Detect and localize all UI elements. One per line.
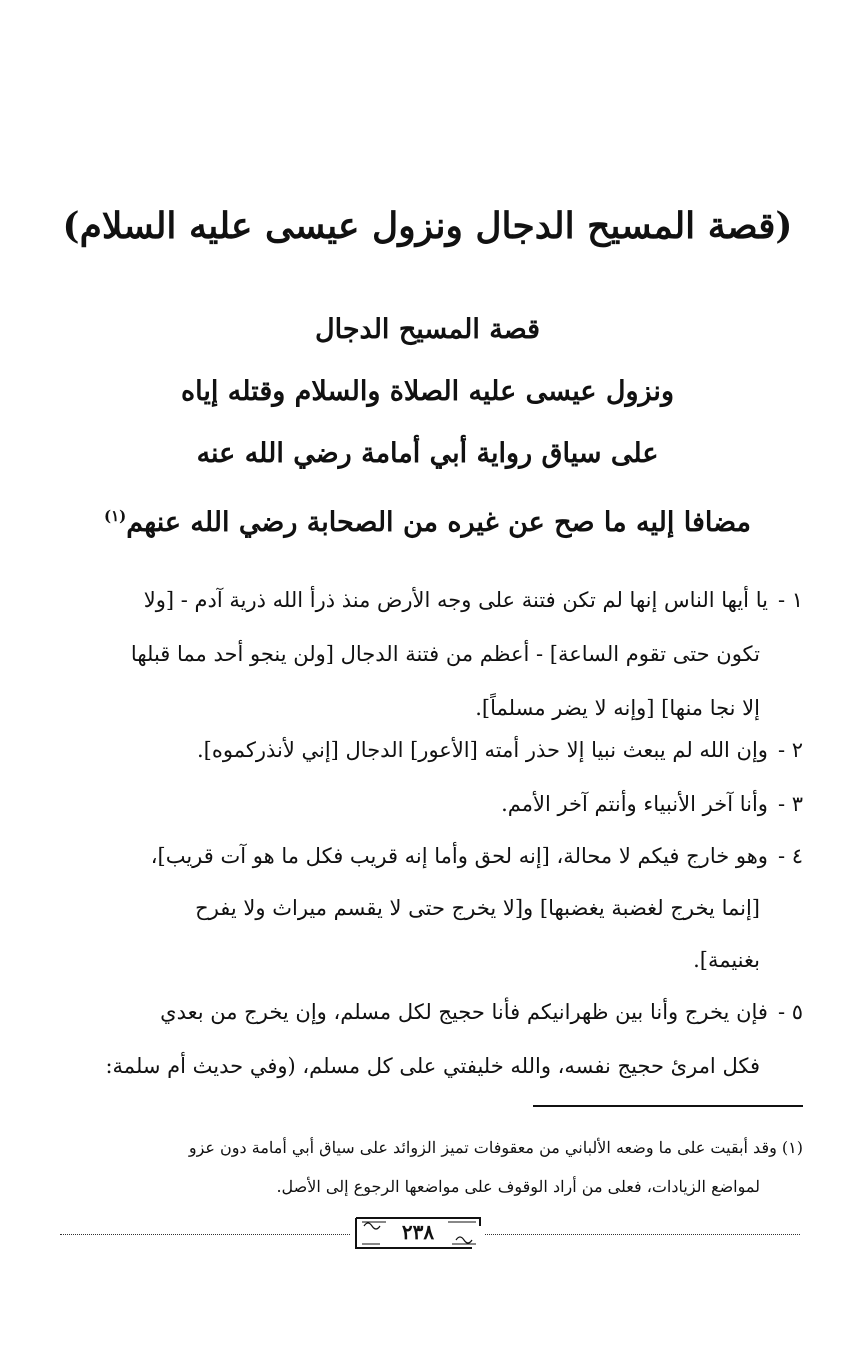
paragraph-1-text-1: يا أيها الناس إنها لم تكن فتنة على وجه الأرض منذ ذرأ الله ذرية آدم - [ولا [143,588,768,612]
paragraph-5-text-1: فإن يخرج وأنا بين ظهرانيكم فأنا حجيج لكل مسلم، وإن يخرج من بعدي [160,1000,768,1024]
paragraph-4-line-1 [51,836,803,876]
paragraph-2-text-1: وإن الله لم يبعث نبيا إلا حذر أمته [الأعور] الدجال [إني لأنذركموه]. [196,738,768,762]
subtitle-line-4-text: مضافا إليه ما صح عن غيره من الصحابة رضي الله عنهم [126,507,751,538]
paragraph-3-line-1 [51,784,803,824]
paragraph-2-line-1 [51,730,803,770]
subtitle-line-2: ونزول عيسى عليه الصلاة والسلام وقتله إياه [180,376,674,407]
paragraph-3-text-1: وأنا آخر الأنبياء وأنتم آخر الأمم. [501,792,768,816]
footnote-reference-mark: (١) [104,507,127,525]
paragraph-1-line-3: إلا نجا منها] [وإنه لا يضر مسلماً]. [475,696,760,720]
page-number: ٢٣٨ [401,1220,435,1244]
footer-dotted-rule-right [485,1234,800,1235]
chapter-title: (قصة المسيح الدجال ونزول عيسى عليه السلام) [62,205,793,247]
subtitle-line-3: على سياق رواية أبي أمامة رضي الله عنه [196,438,659,469]
paragraph-5-line-2: فكل امرئ حجيج نفسه، والله خليفتي على كل مسلم، (وفي حديث أم سلمة: [105,1054,760,1078]
paragraph-3-number: ٣ - [777,792,803,816]
subtitle-line-4 [60,494,795,545]
footnote-separator [533,1105,803,1107]
paragraph-1-line-2: تكون حتى تقوم الساعة] - أعظم من فتنة الدجال [ولن ينجو أحد مما قبلها [130,642,760,666]
page-number-ornament [352,1216,484,1250]
paragraph-5-number: ٥ - [777,1000,803,1024]
footer-dotted-rule-left [60,1234,350,1235]
paragraph-1-line-1 [51,580,803,620]
paragraph-4-line-2: [إنما يخرج لغضبة يغضبها] و[لا يخرج حتى لا يقسم ميراث ولا يفرح [195,896,760,920]
paragraph-5-line-1 [51,992,803,1032]
paragraph-4-text-1: وهو خارج فيكم لا محالة، [إنه لحق وأما إنه قريب فكل ما هو آت قريب]، [150,844,768,868]
paragraph-4-line-3: بغنيمة]. [693,948,760,972]
footnote-line-1: (١) وقد أبقيت على ما وضعه الألباني من معقوفات تميز الزوائد على سياق أبي أمامة دون عزو [188,1138,803,1157]
paragraph-1-number: ١ - [777,588,803,612]
subtitle-line-1: قصة المسيح الدجال [314,314,541,345]
paragraph-2-number: ٢ - [777,738,803,762]
paragraph-4-number: ٤ - [777,844,803,868]
footnote-line-2: لمواضع الزيادات، فعلى من أراد الوقوف على مواضعها الرجوع إلى الأصل. [276,1177,760,1196]
